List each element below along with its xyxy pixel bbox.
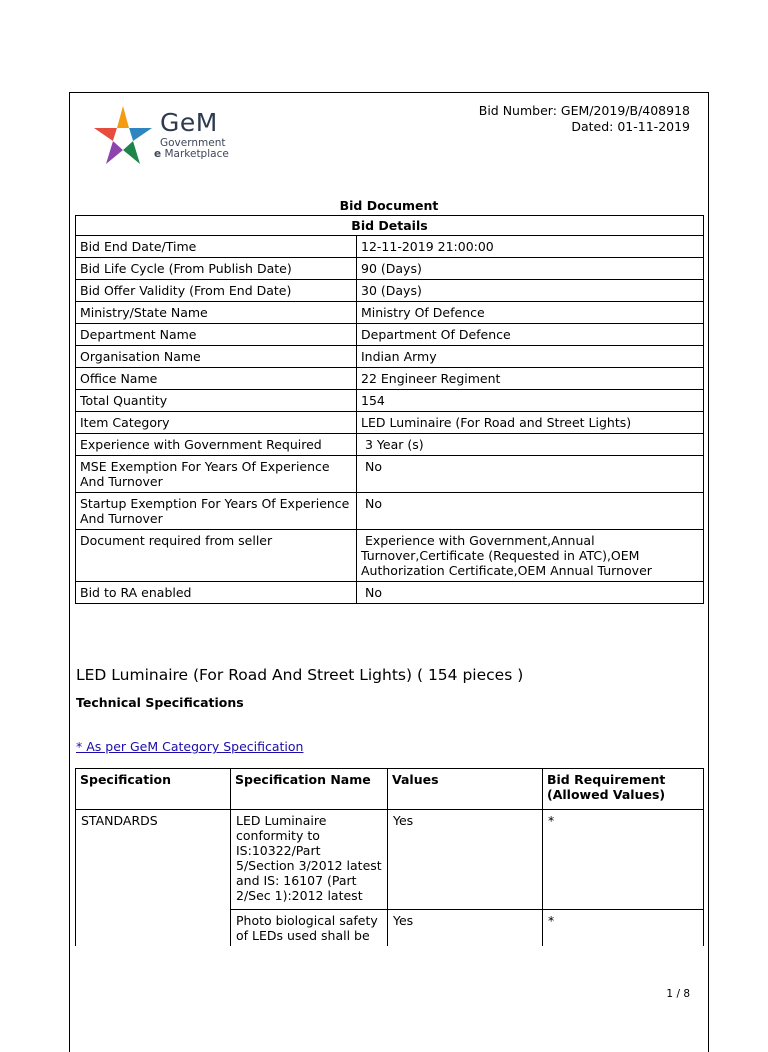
bid-detail-label: Startup Exemption For Years Of Experience And Turnover [76,493,357,530]
spec-table [75,768,704,946]
bid-detail-value: Indian Army [357,346,704,368]
bid-detail-value: 12-11-2019 21:00:00 [357,236,704,258]
bid-detail-value: No [357,582,704,604]
bid-detail-label: Total Quantity [76,390,357,412]
bid-detail-label: Bid to RA enabled [76,582,357,604]
bid-detail-row [76,236,704,258]
bid-detail-row [76,302,704,324]
bid-details-table [75,215,704,604]
bid-detail-row [76,258,704,280]
spec-table-header-row [76,769,704,810]
bid-detail-value: 3 Year (s) [357,434,704,456]
bid-detail-value: No [357,456,704,493]
bid-detail-value: No [357,493,704,530]
document-title: Bid Document [339,198,439,213]
bid-detail-value: 90 (Days) [357,258,704,280]
bid-meta [479,103,690,135]
category-specification-link[interactable]: * As per GeM Category Specification [76,739,304,754]
bid-detail-row [76,582,704,604]
bid-detail-label: Document required from seller [76,530,357,582]
bid-detail-label: Department Name [76,324,357,346]
bid-date: Dated: 01-11-2019 [571,119,690,134]
bid-detail-value: Experience with Government,Annual Turnover,Certificate (Requested in ATC),OEM Authorization Certificate,OEM Annual Turnover [357,530,704,582]
bid-detail-value: 154 [357,390,704,412]
bid-detail-label: Bid Life Cycle (From Publish Date) [76,258,357,280]
spec-header-values: Values [388,769,543,810]
bid-detail-value: Ministry Of Defence [357,302,704,324]
spec-value: Yes [388,810,543,910]
bid-detail-row [76,530,704,582]
bid-detail-value: LED Luminaire (For Road and Street Lights) [357,412,704,434]
bid-detail-row [76,346,704,368]
bid-detail-label: Office Name [76,368,357,390]
bid-detail-value: 22 Engineer Regiment [357,368,704,390]
spec-requirement: * [543,910,704,947]
bid-number: Bid Number: GEM/2019/B/408918 [478,103,690,118]
bid-details-heading: Bid Details [76,216,704,236]
bid-detail-row [76,280,704,302]
logo-subtitle-government: Government [160,137,226,149]
bid-detail-value: 30 (Days) [357,280,704,302]
spec-requirement: * [543,810,704,910]
bid-detail-label: Bid End Date/Time [76,236,357,258]
bid-detail-label: Item Category [76,412,357,434]
bid-detail-label: Organisation Name [76,346,357,368]
gem-star-icon [92,104,154,166]
spec-header-specification: Specification [76,769,231,810]
spec-row [76,810,704,910]
bid-details-header-row [76,216,704,236]
bid-detail-row [76,390,704,412]
bid-detail-row [76,412,704,434]
spec-header-name: Specification Name [231,769,388,810]
item-section-title: LED Luminaire (For Road And Street Lights) ( 154 pieces ) [76,666,524,684]
gem-logo [92,104,232,166]
bid-detail-label: Ministry/State Name [76,302,357,324]
spec-name: Photo biological safety of LEDs used shall be [231,910,388,947]
spec-header-requirement: Bid Requirement (Allowed Values) [543,769,704,810]
bid-detail-label: MSE Exemption For Years Of Experience And Turnover [76,456,357,493]
logo-subtitle-marketplace: e Marketplace [154,148,229,160]
bid-detail-row [76,324,704,346]
bid-detail-row [76,456,704,493]
technical-specifications-title: Technical Specifications [76,695,244,710]
bid-detail-row [76,368,704,390]
bid-detail-value: Department Of Defence [357,324,704,346]
spec-group-standards: STANDARDS [76,810,231,947]
bid-detail-row [76,493,704,530]
bid-detail-row [76,434,704,456]
page-number: 1 / 8 [666,988,690,1000]
logo-wordmark: GeM [160,108,218,137]
bid-detail-label: Experience with Government Required [76,434,357,456]
spec-name: LED Luminaire conformity to IS:10322/Part 5/Section 3/2012 latest and IS: 16107 (Part 2/Sec 1):2012 latest [231,810,388,910]
bid-detail-label: Bid Offer Validity (From End Date) [76,280,357,302]
spec-value: Yes [388,910,543,947]
